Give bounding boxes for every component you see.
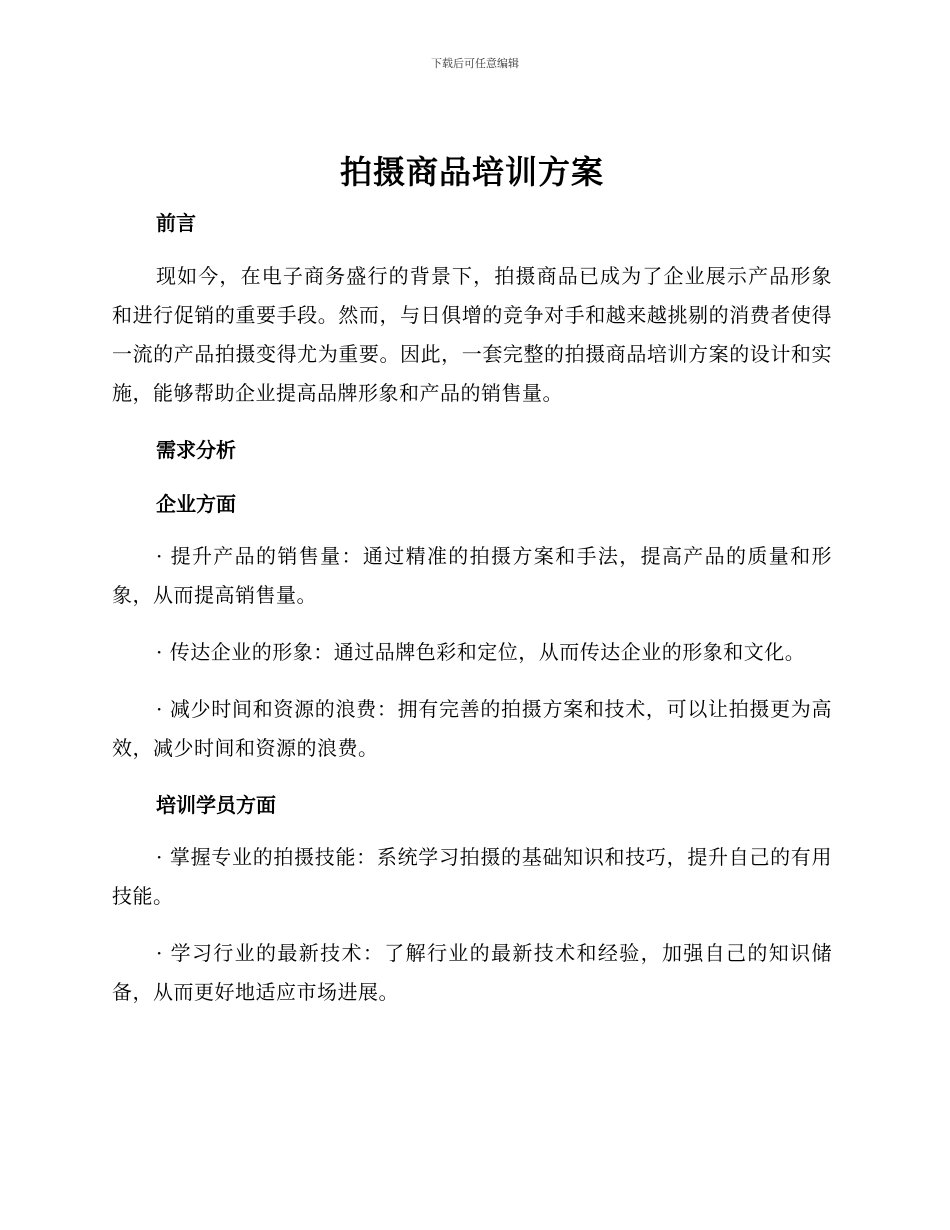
heading-trainee: 培训学员方面 xyxy=(156,793,276,817)
enterprise-item-1: · 提升产品的销售量：通过精准的拍摄方案和手法，提高产品的质量和形象，从而提高销售量。 xyxy=(112,544,832,607)
document-title: 拍摄商品培训方案 xyxy=(339,153,604,191)
enterprise-item-2: · 传达企业的形象：通过品牌色彩和定位，从而传达企业的形象和文化。 xyxy=(156,640,806,664)
preface-paragraph: 现如今，在电子商务盛行的背景下，拍摄商品已成为了企业展示产品形象和进行促销的重要手段。然而，与日俱增的竞争对手和越来越挑剔的消费者使得一流的产品拍摄变得尤为重要。因此，一套完整的拍摄商品培训方案的设计和实施，能够帮助企业提高品牌形象和产品的销售量。 xyxy=(112,264,832,405)
trainee-item-2: · 学习行业的最新技术：了解行业的最新技术和经验，加强自己的知识储备，从而更好地适应市场进展。 xyxy=(112,941,832,1004)
trainee-item-1: · 掌握专业的拍摄技能：系统学习拍摄的基础知识和技巧，提升自己的有用技能。 xyxy=(112,845,832,908)
header-note: 下载后可任意编辑 xyxy=(431,57,519,70)
heading-preface: 前言 xyxy=(156,211,196,235)
document-content xyxy=(112,148,832,1012)
enterprise-item-3: · 减少时间和资源的浪费：拥有完善的拍摄方案和技术，可以让拍摄更为高效，减少时间和资源的浪费。 xyxy=(112,697,832,760)
heading-enterprise: 企业方面 xyxy=(156,492,236,516)
heading-needs-analysis: 需求分析 xyxy=(156,438,236,462)
